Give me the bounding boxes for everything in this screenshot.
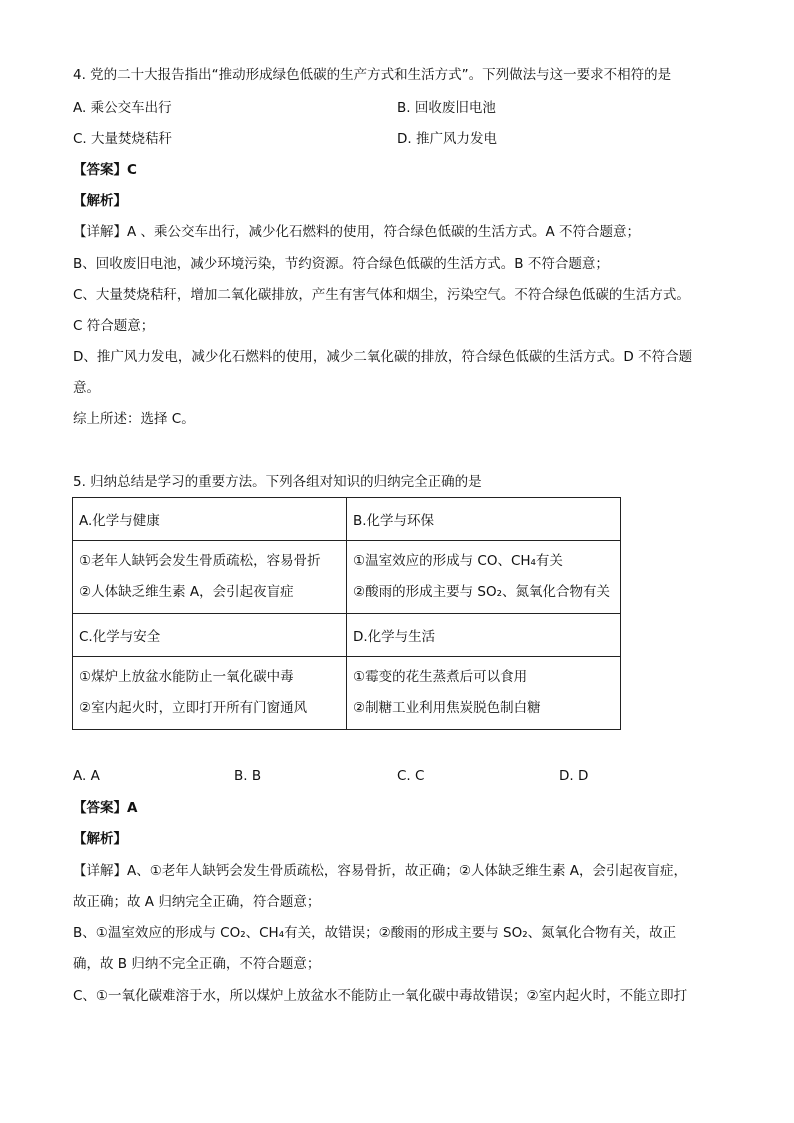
table-cell-d-head: D.化学与生活 [347, 614, 621, 657]
q4-answer: 【答案】C [73, 162, 137, 178]
q5-choice-b: B. B [234, 768, 262, 784]
q5-stem: 5. 归纳总结是学习的重要方法。下列各组对知识的归纳完全正确的是 [73, 474, 482, 490]
q5-explain-line: C、①一氧化碳难溶于水，所以煤炉上放盆水不能防止一氧化碳中毒故错误；②室内起火时，不能立即打 [73, 988, 688, 1004]
table-cell-line: ②室内起火时，立即打开所有门窗通风 [79, 700, 308, 716]
table-cell-line: ①老年人缺钙会发生骨质疏松，容易骨折 [79, 553, 321, 569]
q5-explain-line: B、①温室效应的形成与 CO₂、CH₄有关，故错误；②酸雨的形成主要与 SO₂、氮氧化合物有关，故正 [73, 925, 677, 941]
knowledge-table [72, 497, 621, 730]
q5-explain-line: 故正确；故 A 归纳完全正确，符合题意； [73, 894, 321, 910]
q4-option-d: D. 推广风力发电 [397, 131, 497, 147]
table-cell-d-body [347, 657, 621, 730]
q5-choice-c: C. C [397, 768, 425, 784]
q5-answer: 【答案】A [73, 800, 138, 816]
table-cell-a-head: A.化学与健康 [73, 498, 347, 541]
q5-choice-a: A. A [73, 768, 100, 784]
q4-explain-line: 【详解】A 、乘公交车出行，减少化石燃料的使用，符合绿色低碳的生活方式。A 不符合题意； [73, 224, 641, 240]
table-cell-line: ①煤炉上放盆水能防止一氧化碳中毒 [79, 669, 294, 685]
q5-choice-d: D. D [559, 768, 589, 784]
q5-analysis-label: 【解析】 [73, 831, 127, 847]
table-cell-b-body [347, 541, 621, 614]
table-cell-c-body [73, 657, 347, 730]
q4-stem: 4. 党的二十大报告指出“推动形成绿色低碳的生产方式和生活方式”。下列做法与这一要求不相符的是 [73, 67, 672, 83]
table-cell-line: ②制糖工业利用焦炭脱色制白糖 [353, 700, 541, 716]
q4-option-a: A. 乘公交车出行 [73, 100, 172, 116]
table-cell-b-head: B.化学与环保 [347, 498, 621, 541]
q4-option-c: C. 大量焚烧秸秆 [73, 131, 173, 147]
table-cell-line: ①霉变的花生蒸煮后可以食用 [353, 669, 528, 685]
q5-explain-line: 确，故 B 归纳不完全正确，不符合题意； [73, 956, 321, 972]
q4-explain-line: B、回收废旧电池，减少环境污染，节约资源。符合绿色低碳的生活方式。B 不符合题意； [73, 256, 609, 272]
q4-explain-line: C 符合题意； [73, 318, 155, 334]
q4-option-b: B. 回收废旧电池 [397, 100, 496, 116]
table-cell-line: ②人体缺乏维生素 A，会引起夜盲症 [79, 584, 294, 600]
table-cell-line: ②酸雨的形成主要与 SO₂、氮氧化合物有关 [353, 584, 611, 600]
q4-analysis-label: 【解析】 [73, 193, 127, 209]
q4-summary: 综上所述：选择 C。 [73, 411, 195, 427]
q4-explain-line: 意。 [73, 380, 100, 396]
table-cell-a-body [73, 541, 347, 614]
table-cell-line: ①温室效应的形成与 CO、CH₄有关 [353, 553, 563, 569]
q4-explain-line: D、推广风力发电，减少化石燃料的使用，减少二氧化碳的排放，符合绿色低碳的生活方式。D 不符合题 [73, 349, 693, 365]
q4-explain-line: C、大量焚烧秸秆，增加二氧化碳排放，产生有害气体和烟尘，污染空气。不符合绿色低碳的生活方式。 [73, 287, 690, 303]
table-cell-c-head: C.化学与安全 [73, 614, 347, 657]
q5-explain-line: 【详解】A、①老年人缺钙会发生骨质疏松，容易骨折，故正确；②人体缺乏维生素 A，会引起夜盲症， [73, 863, 687, 879]
